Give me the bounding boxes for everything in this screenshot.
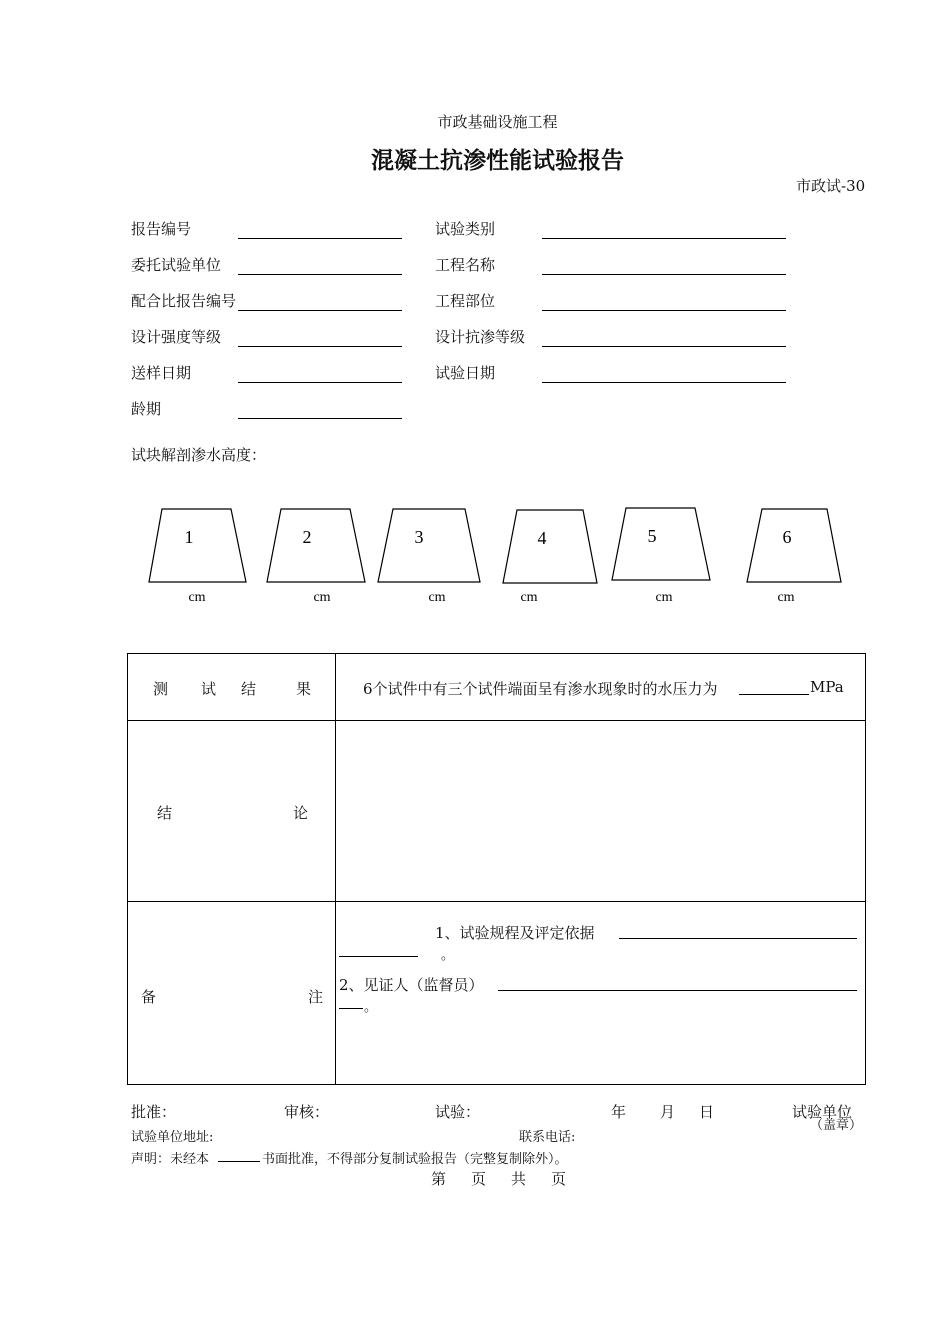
specimen-shape [503,510,597,583]
specimen-number: 1 [184,527,194,547]
specimen-5 [612,508,710,605]
field-line-test-date[interactable] [542,382,786,383]
table-divider-vertical [335,654,336,1084]
row3-label-char: 备 [141,988,157,1006]
row2-label-char: 论 [293,804,309,822]
field-label-report-number: 报告编号 [131,220,192,238]
field-line-sample-date[interactable] [238,382,402,383]
note2-end: 。 [364,1000,378,1015]
note1-blank[interactable] [619,938,857,939]
field-label-project-part: 工程部位 [435,292,496,310]
field-label-sample-date: 送样日期 [131,364,192,382]
specimen-unit: cm [313,590,331,605]
footer-month: 月 [660,1103,676,1121]
specimen-shape [267,509,365,582]
specimen-unit: cm [777,590,795,605]
specimen-shape [149,509,246,582]
specimen-shape [747,509,841,582]
specimen-number: 5 [647,526,657,546]
footer-address: 试验单位地址: [131,1130,214,1145]
row1-label-char: 果 [296,680,312,698]
row1-pressure-unit: MPa [810,678,844,696]
field-line-test-category[interactable] [542,238,786,239]
specimen-2 [267,509,365,605]
footer-page-char: 共 [511,1170,527,1188]
field-line-project-part[interactable] [542,310,786,311]
specimen-unit: cm [520,590,538,605]
conclusion-content[interactable] [337,722,864,900]
specimen-number: 2 [302,527,312,547]
specimen-6 [747,509,841,605]
specimen-number: 6 [782,527,792,547]
field-line-design-strength[interactable] [238,346,402,347]
field-label-client-unit: 委托试验单位 [131,256,222,274]
field-label-test-category: 试验类别 [435,220,496,238]
field-label-test-date: 试验日期 [435,364,496,382]
footer-year: 年 [611,1103,627,1121]
table-divider-row1 [128,720,865,721]
footer-statement-end: 书面批准，不得部分复制试验报告（完整复制除外）。 [262,1152,568,1167]
results-table [127,653,866,1085]
footer-page-char: 第 [431,1170,447,1188]
field-line-project-name[interactable] [542,274,786,275]
table-divider-row2 [128,901,865,902]
specimen-shape [378,509,480,582]
note2-blank-continued[interactable] [339,1008,363,1009]
footer-test: 试验： [435,1103,481,1121]
document-supertitle: 市政基础设施工程 [437,113,558,131]
field-line-design-impermeability[interactable] [542,346,786,347]
row1-label-char: 结 [241,680,257,698]
footer-day: 日 [699,1103,715,1121]
specimen-3 [378,509,480,605]
field-line-age[interactable] [238,418,402,419]
footer-phone: 联系电话: [519,1130,576,1145]
document-title: 混凝土抗渗性能试验报告 [371,148,624,174]
specimen-diagram [0,490,950,620]
footer-approve: 批准： [131,1103,177,1121]
field-label-project-name: 工程名称 [435,256,496,274]
section-label-seepage: 试块解剖渗水高度： [131,446,267,464]
specimen-unit: cm [655,590,673,605]
field-line-mix-report-number[interactable] [238,310,402,311]
field-label-design-impermeability: 设计抗渗等级 [435,328,526,346]
specimen-number: 4 [537,528,547,548]
row1-label-char: 试 [201,680,217,698]
field-label-design-strength: 设计强度等级 [131,328,222,346]
specimen-unit: cm [428,590,446,605]
specimen-number: 3 [414,527,424,547]
note2-blank[interactable] [498,990,857,991]
specimen-unit: cm [188,590,206,605]
footer-review: 审核： [284,1103,330,1121]
document-code: 市政试-30 [796,177,866,195]
note1-text: 1、试验规程及评定依据 [435,924,595,942]
note2-text: 2、见证人（监督员） [339,976,484,994]
field-line-report-number[interactable] [238,238,402,239]
note1-end: 。 [441,948,455,963]
row3-label-char: 注 [308,988,324,1006]
footer-statement-blank[interactable] [218,1161,260,1162]
row1-label-char: 测 [153,680,169,698]
row1-result-text: 6个试件中有三个试件端面呈有渗水现象时的水压力为 [363,680,718,698]
field-label-mix-report-number: 配合比报告编号 [131,292,237,310]
footer-statement-start: 声明：未经本 [131,1152,210,1167]
specimen-4 [503,510,597,605]
row1-pressure-blank[interactable] [739,694,809,695]
row2-label-char: 结 [157,804,173,822]
specimen-shape [612,508,710,580]
field-label-age: 龄期 [131,400,162,418]
footer-page-char: 页 [551,1170,567,1188]
specimen-1 [149,509,246,605]
note1-blank-continued[interactable] [339,956,418,957]
footer-seal: （盖章） [810,1118,863,1133]
footer-test-unit: 试验单位 [792,1103,853,1121]
footer-page-char: 页 [471,1170,487,1188]
field-line-client-unit[interactable] [238,274,402,275]
